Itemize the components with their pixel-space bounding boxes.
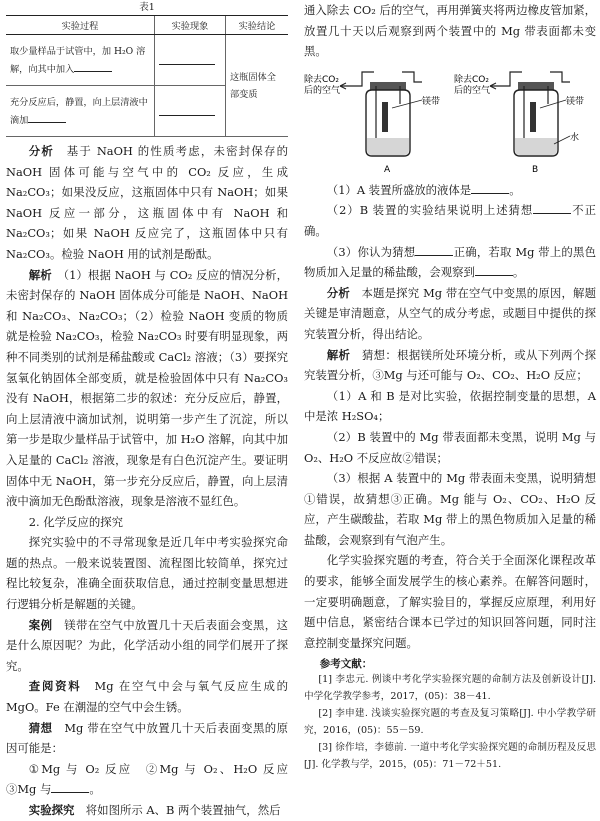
table-caption: 表1 [139, 2, 155, 13]
table-row [6, 35, 288, 86]
question-2 [304, 200, 596, 241]
answer-blank[interactable] [159, 104, 215, 116]
table-header-process: 实验过程 [6, 16, 155, 35]
mg-ribbon-a [382, 102, 388, 132]
references-title: 参考文献： [319, 658, 373, 671]
analysis-label: 分析 [28, 144, 55, 158]
liquid-a [367, 138, 409, 155]
question-3-end: 。 [512, 265, 525, 280]
continuation-paragraph: 通入除去 CO₂ 后的空气，再用弹簧夹将两边橡皮管加紧，放置几十天以后观察到两个装置中的 Mg 带表面都未变黑。 [304, 3, 596, 59]
answer-blank[interactable] [415, 244, 453, 256]
right-solution-2: （1）A 和 B 是对比实验，依据控制变量的思想，A 中是浓 H₂SO₄； [304, 388, 596, 424]
right-column [304, 0, 596, 773]
solution-label: 解析 [28, 267, 52, 282]
guess-label: 猜想 [28, 720, 53, 735]
case-paragraph [6, 615, 288, 677]
question-3 [304, 242, 596, 283]
answer-blank[interactable] [74, 60, 112, 72]
table-cell-process-1 [6, 35, 155, 86]
analysis-paragraph [6, 141, 288, 265]
air-label-a-line1: 除去CO₂ [304, 74, 339, 85]
mg-label-b: 镁带 [566, 96, 585, 107]
air-label-b-line2: 后的空气 [454, 85, 491, 96]
guess-paragraph [6, 718, 288, 759]
water-b [515, 138, 557, 155]
right-analysis-paragraph [304, 283, 596, 345]
answer-blank[interactable] [533, 202, 571, 214]
air-label-b-line1: 除去CO₂ [454, 74, 489, 85]
question-2-text-b: 不正确。 [304, 203, 596, 238]
experiment-paragraph [6, 800, 288, 821]
answer-blank[interactable] [51, 781, 89, 793]
section-heading: 2. 化学反应的探究 [28, 514, 124, 529]
mg-ribbon-b [530, 102, 536, 132]
question-3-text-b: 正确，若取 Mg 带上的黑色物质加入足量的稀盐酸，会观察到 [304, 244, 597, 280]
reference-item: [1] 李忠元. 例谈中考化学实验探究题的命制方法及创新设计[J]. 中学化学教学参考，2017，(05)：38－41. [304, 674, 596, 703]
apparatus-b [454, 72, 584, 175]
answer-blank[interactable] [471, 182, 509, 194]
guess-text: Mg 带在空气中放置几十天后表面变黑的原因可能是： [6, 720, 288, 756]
reference-item: [3] 徐作培，李德前. 一道中考化学实验探究题的命制历程及反思[J]. 化学教与学，2015，(05)：71－72＋51. [304, 742, 596, 771]
table-header-conclusion: 实验结论 [226, 16, 289, 35]
right-solution-label: 解析 [326, 347, 351, 362]
table-header-phenomenon: 实验现象 [155, 16, 226, 35]
right-solution-paragraph [304, 345, 596, 386]
lookup-paragraph [6, 676, 288, 717]
table-cell-process-2 [6, 86, 155, 137]
section-intro: 探究实验中的不寻常现象是近几年中考实验探究命题的热点。一般来说装置图、流程图比较简单，探究过程比较复杂，准确全面获取信息，通过控制变量思想进行逻辑分析是解题的关键。 [6, 535, 288, 612]
mg-label-a: 镁带 [422, 96, 441, 107]
question-2-text-a: （2）B 装置的实验结果说明上述猜想 [326, 203, 534, 218]
solution-paragraph [6, 265, 288, 512]
answer-blank[interactable] [475, 264, 513, 276]
stopper-a [370, 82, 406, 90]
air-label-a-line2: 后的空气 [304, 85, 341, 96]
question-3-text-a: （3）你认为猜想 [326, 244, 416, 259]
experiment-label: 实验探究 [28, 803, 75, 817]
answer-blank[interactable] [28, 111, 66, 123]
reference-item: [2] 李申建. 浅谈实验探究题的考查及复习策略[J]. 中小学教学研究，2016，(05)：55－59. [304, 708, 596, 737]
lookup-text: Mg 在空气中会与氧气反应生成的 MgO。Fe 在潮湿的空气中会生锈。 [6, 679, 288, 715]
left-column [6, 0, 300, 821]
label-b: B [532, 164, 539, 175]
right-analysis-label: 分析 [326, 285, 350, 300]
case-text: 镁带在空气中放置几十天后表面会变黑，这是什么原因呢？为此，化学活动小组的同学们展开了探究。 [6, 617, 288, 673]
lookup-label: 查阅资料 [28, 679, 82, 694]
apparatus-a [304, 72, 440, 175]
guess-options: ①Mg 与 O₂ 反应 ②Mg 与 O₂、H₂O 反应 ③Mg 与 。 [6, 761, 300, 797]
row2-process-text: 充分反应后，静置，向上层清液中滴加 [10, 96, 148, 126]
analysis-text: 基于 NaOH 的性质考虑，未密封保存的 NaOH 固体可能与空气中的 CO₂ 反应，生成 Na₂CO₃；如果没反应，这瓶固体中只有 NaOH；如果 NaOH 反应一部分，这瓶固体中有 NaOH 和 Na₂CO₃；如果 NaOH 反应完了，这瓶固体中只有 Na₂CO₃。检验 NaOH 用的试剂是酚酞。 [6, 144, 288, 261]
label-a: A [384, 164, 391, 175]
apparatus-figure [304, 64, 596, 176]
right-solution-text-1: 猜想：根据镁所处环境分析，或从下列两个探究装置分析，③Mg 与还可能与 O₂、CO₂、H₂O 反应； [304, 347, 596, 383]
case-label: 案例 [28, 617, 53, 632]
question-1-text: （1）A 装置所盛放的液体是 [326, 182, 472, 197]
experiment-table [6, 15, 288, 137]
right-solution-3: （2）B 装置中的 Mg 带表面都未变黑，说明 Mg 与 O₂、H₂O 不反应故②错误； [304, 429, 596, 465]
table-header-row [6, 16, 288, 35]
water-label: 水 [570, 132, 580, 143]
guess-options-text: ①Mg 与 O₂ 反应 ②Mg 与 O₂、H₂O 反应 ③Mg 与 [6, 761, 300, 797]
solution-text: （1）根据 NaOH 与 CO₂ 反应的情况分析，未密封保存的 NaOH 固体成分可能是 NaOH、NaOH 和 Na₂CO₃、Na₂CO₃；（2）检验 NaOH 变质的物质就是检验 Na₂CO₃，检验 Na₂CO₃ 时要有明显现象，两种不同类别的试剂是稀盐酸或 CaCl₂ 溶液；（3）要探究氢氧化钠固体全部变质，就是检验固体中只有 Na₂CO₃ 没有 NaOH，根据第二步的叙述：充分反应后，静置，向上层清液中滴加试剂，说明第一步产生了沉淀，所以第一步是取少量样品于试管中，加 H₂O 溶解，向其中加入足量的 CaCl₂ 溶液，现象是有白色沉淀产生。要证明固体中无 NaOH，第一步充分反应后，静置，向上层清液中滴加无色酚酞溶液，现象是溶液不显红色。 [6, 267, 288, 509]
table-cell-conclusion: 这瓶固体全部变质 [226, 35, 289, 137]
question-1: （1）A 装置所盛放的液体是 。 [326, 182, 521, 197]
right-solution-4: （3）根据 A 装置中的 Mg 带表面未变黑，说明猜想①错误，故猜想③正确。Mg 能与 O₂、CO₂、H₂O 反应，产生碳酸盐，若取 Mg 带上的黑色物质加入足量的稀盐酸，会观察到有气泡产生。 [304, 471, 596, 547]
experiment-text: 将如图所示 A、B 两个装置抽气，然后 [85, 803, 281, 817]
table-cell-phenomenon-2[interactable] [155, 86, 226, 137]
row1-process-text: 取少量样品于试管中，加 H₂O 溶解，向其中加入 [10, 45, 146, 75]
right-analysis-text: 本题是探究 Mg 带在空气中变黑的原因，解题关键是审清题意，从空气的成分考虑，或题目中提供的探究装置分析，得出结论。 [304, 285, 596, 341]
summary-paragraph: 化学实验探究题的考查，符合关于全面深化课程改革的要求，能够全面发展学生的核心素养。在解答问题时，一定要明确题意，了解实验目的，掌握反应原理，利用好题中信息，紧密结合课本已学过的知识回答问题，同时注意控制变量探究问题。 [304, 553, 596, 650]
answer-blank[interactable] [159, 53, 215, 65]
table-cell-phenomenon-1[interactable] [155, 35, 226, 86]
